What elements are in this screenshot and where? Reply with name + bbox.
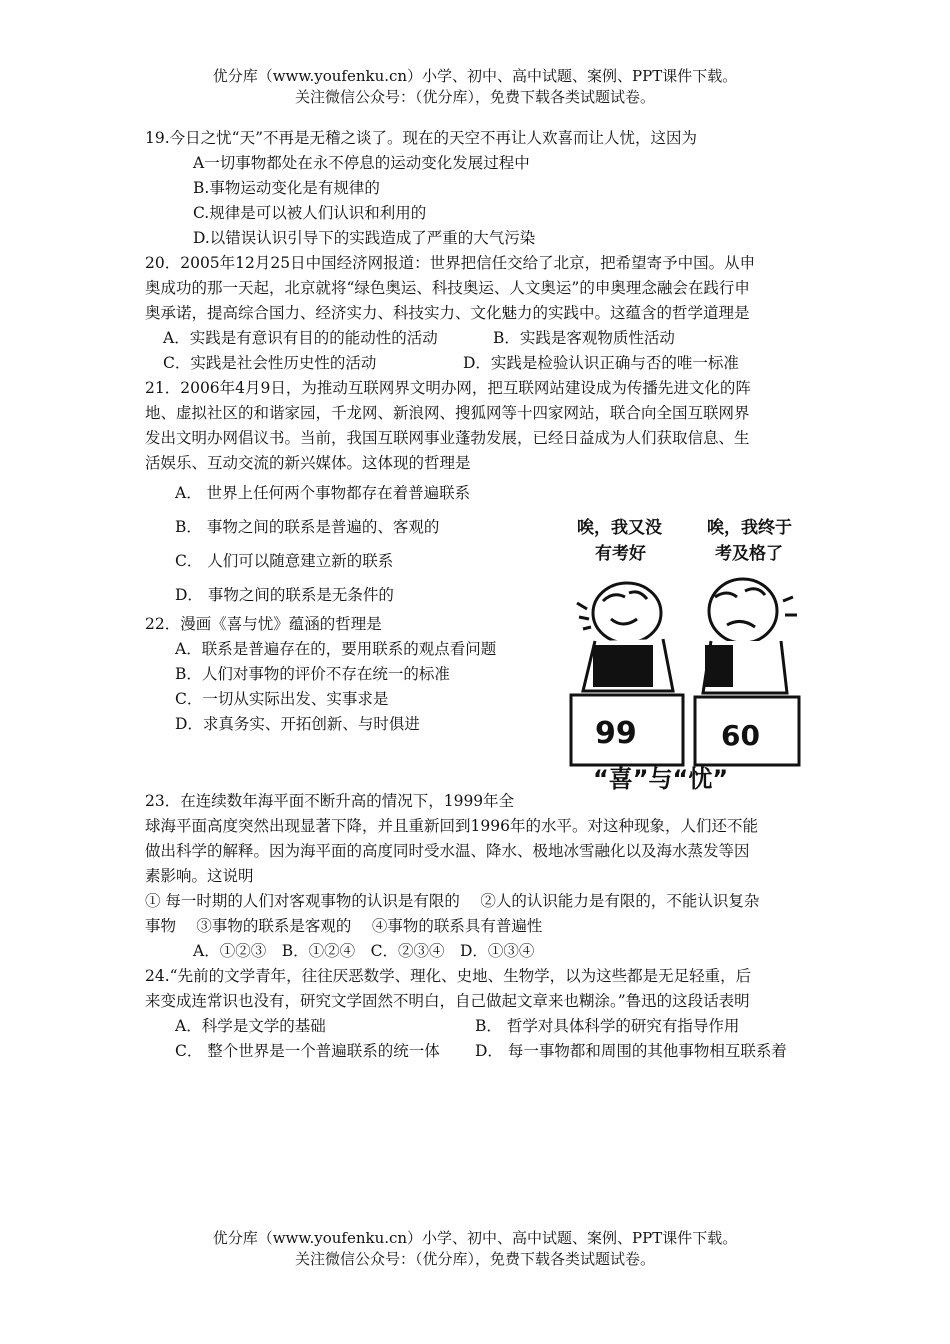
option-b: B． 哲学对具体科学的研究有指导作用 bbox=[475, 1017, 740, 1035]
question-stem-line: 来变成连常识也没有，研究文学固然不明白，自己做起文章来也糊涂。”鲁迅的这段话表明 bbox=[145, 992, 750, 1010]
page-footer bbox=[0, 1228, 950, 1270]
option-d: D．实践是检验认识正确与否的唯一标准 bbox=[463, 354, 739, 372]
left-score: 99 bbox=[595, 716, 637, 751]
page-header bbox=[0, 66, 950, 108]
header-line-2: 关注微信公众号：（优分库），免费下载各类试题试卷。 bbox=[294, 88, 655, 106]
option-a: A．实践是有意识有目的的能动性的活动 bbox=[163, 329, 438, 347]
header-line-1: 优分库（www.youfenku.cn）小学、初中、高中试题、案例、PPT课件下载。 bbox=[212, 67, 738, 85]
option-a: A． 世界上任何两个事物都存在着普遍联系 bbox=[175, 484, 471, 502]
right-score: 60 bbox=[721, 719, 760, 752]
left-caption-2: 有考好 bbox=[595, 544, 646, 564]
question-stem-line: 做出科学的解释。因为海平面的高度同时受水温、降水、极地冰雪融化以及海水蒸发等因 bbox=[145, 842, 750, 860]
question-stem-line: 发出文明办网倡议书。当前，我国互联网事业蓬勃发展，已经日益成为人们获取信息、生 bbox=[145, 429, 750, 447]
right-caption-1: 唉，我终于 bbox=[707, 518, 792, 538]
question-20 bbox=[145, 251, 810, 376]
question-stem-line: 20．2005年12月25日中国经济网报道：世界把信任交给了北京，把希望寄予中国。从申 bbox=[145, 254, 756, 272]
question-stem-line: 地、虚拟社区的和谐家园，千龙网、新浪网、搜狐网等十四家网站，联合向全国互联网界 bbox=[145, 404, 750, 422]
cartoon-xi-yu-you bbox=[565, 505, 815, 795]
question-stem-line: 球海平面高度突然出现显著下降，并且重新回到1996年的水平。对这种现象，人们还不能 bbox=[145, 817, 758, 835]
option-b: B．人们对事物的评价不存在统一的标准 bbox=[175, 665, 450, 683]
question-23 bbox=[145, 789, 810, 964]
option-a: A一切事物都处在永不停息的运动变化发展过程中 bbox=[193, 154, 530, 172]
question-stem-line: 活娱乐、互动交流的新兴媒体。这体现的哲理是 bbox=[145, 454, 471, 472]
option-c: C． 人们可以随意建立新的联系 bbox=[175, 552, 394, 570]
footer-line-1: 优分库（www.youfenku.cn）小学、初中、高中试题、案例、PPT课件下载。 bbox=[212, 1229, 738, 1247]
options-row: A．①②③ B．①②④ C．②③④ D．①③④ bbox=[193, 942, 535, 960]
cartoon-title: “喜”与“忧” bbox=[593, 765, 729, 793]
question-stem-line: 奥成功的那一天起，北京就将“绿色奥运、科技奥运、人文奥运”的申奥理念融会在践行申 bbox=[145, 279, 750, 297]
question-stem: 22．漫画《喜与忧》蕴涵的哲理是 bbox=[145, 615, 382, 633]
option-d: D． 事物之间的联系是无条件的 bbox=[175, 586, 394, 604]
left-caption-1: 唉，我又没 bbox=[577, 518, 662, 538]
question-stem-line: 24.“先前的文学青年，往往厌恶数学、理化、史地、生物学，以为这些都是无足轻重，后 bbox=[145, 967, 752, 985]
option-b: B． 事物之间的联系是普遍的、客观的 bbox=[175, 518, 440, 536]
question-stem-line: 素影响。这说明 bbox=[145, 867, 254, 885]
right-caption-2: 考及格了 bbox=[715, 544, 783, 564]
option-d: D． 每一事物都和周围的其他事物相互联系着 bbox=[475, 1042, 787, 1060]
statement-line: ① 每一时期的人们对客观事物的认识是有限的 ②人的认识能力是有限的，不能认识复杂 bbox=[145, 892, 760, 910]
question-24 bbox=[145, 964, 810, 1064]
question-stem-line: 23．在连续数年海平面不断升高的情况下，1999年全 bbox=[145, 792, 515, 810]
option-a: A．联系是普遍存在的，要用联系的观点看问题 bbox=[175, 640, 497, 658]
statement-line: 事物 ③事物的联系是客观的 ④事物的联系具有普遍性 bbox=[145, 917, 543, 935]
question-stem-line: 奥承诺，提高综合国力、经济实力、科技实力、文化魅力的实践中。这蕴含的哲学道理是 bbox=[145, 304, 750, 322]
question-19 bbox=[145, 126, 810, 251]
option-d: D.以错误认识引导下的实践造成了严重的大气污染 bbox=[193, 229, 536, 247]
option-c: C． 整个世界是一个普遍联系的统一体 bbox=[175, 1042, 440, 1060]
option-c: C.规律是可以被人们认识和利用的 bbox=[193, 204, 427, 222]
option-a: A．科学是文学的基础 bbox=[175, 1017, 326, 1035]
option-d: D．求真务实、开拓创新、与时俱进 bbox=[175, 715, 420, 733]
footer-line-2: 关注微信公众号：（优分库），免费下载各类试题试卷。 bbox=[294, 1250, 655, 1268]
option-c: C．一切从实际出发、实事求是 bbox=[175, 690, 389, 708]
question-stem: 19.今日之忧“天”不再是无稽之谈了。现在的天空不再让人欢喜而让人忧，这因为 bbox=[145, 129, 698, 147]
question-stem-line: 21．2006年4月9日，为推动互联网界文明办网，把互联网站建设成为传播先进文化的阵 bbox=[145, 379, 751, 397]
option-b: B.事物运动变化是有规律的 bbox=[193, 179, 380, 197]
option-c: C．实践是社会性历史性的活动 bbox=[163, 354, 377, 372]
option-b: B．实践是客观物质性活动 bbox=[493, 329, 675, 347]
